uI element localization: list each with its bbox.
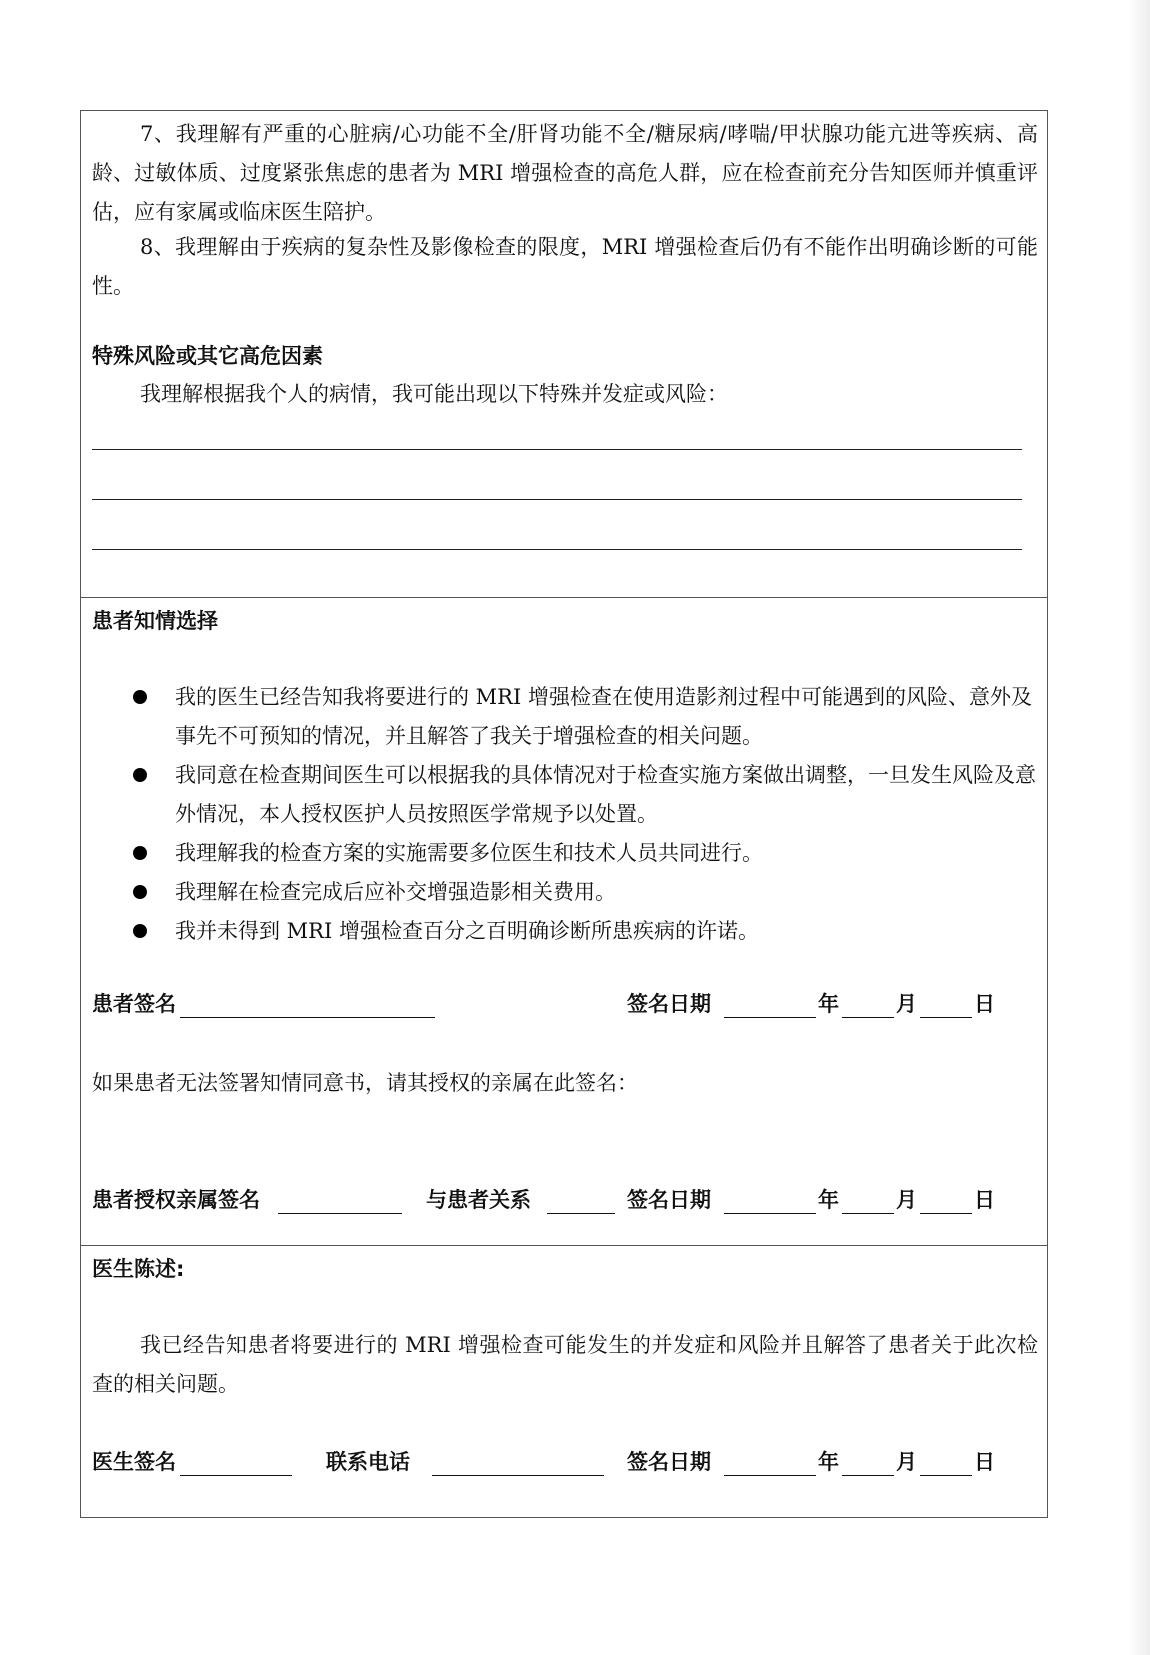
sign-date-label: 签名日期	[627, 1188, 711, 1212]
consent-bullet-item	[81, 678, 1049, 756]
day-field[interactable]	[920, 1017, 972, 1018]
bullet-dot-icon	[133, 885, 147, 899]
year-label: 年	[818, 1450, 839, 1474]
consent-bullet-text: 我并未得到 MRI 增强检查百分之百明确诊断所患疾病的许诺。	[175, 919, 759, 943]
bullet-dot-icon	[133, 690, 147, 704]
relationship-label: 与患者关系	[426, 1188, 531, 1212]
day-label: 日	[974, 992, 995, 1016]
phone-field[interactable]	[432, 1475, 604, 1476]
doctor-statement-heading: 医生陈述:	[92, 1257, 185, 1281]
consent-bullet-text: 我理解在检查完成后应补交增强造影相关费用。	[175, 880, 616, 904]
special-risk-line-1[interactable]	[92, 449, 1022, 450]
bullet-dot-icon	[133, 924, 147, 938]
relative-note: 如果患者无法签署知情同意书，请其授权的亲属在此签名：	[92, 1071, 638, 1095]
doctor-statement-text: 我已经告知患者将要进行的 MRI 增强检查可能发生的并发症和风险并且解答了患者关于此次检查的相关问题。	[92, 1333, 1038, 1396]
patient-choice-heading: 患者知情选择	[92, 609, 218, 633]
special-risk-heading: 特殊风险或其它高危因素	[92, 344, 323, 368]
consent-bullet-item	[81, 834, 1049, 873]
bullet-dot-icon	[133, 846, 147, 860]
consent-bullet-item	[81, 873, 1049, 912]
doctor-signature-field[interactable]	[180, 1475, 292, 1476]
consent-bullet-text: 我的医生已经告知我将要进行的 MRI 增强检查在使用造影剂过程中可能遇到的风险、意外及事先不可预知的情况，并且解答了我关于增强检查的相关问题。	[175, 685, 1032, 748]
consent-bullet-list	[81, 678, 1049, 951]
patient-signature-field[interactable]	[180, 1017, 435, 1018]
relationship-field[interactable]	[547, 1213, 615, 1214]
day-label: 日	[974, 1188, 995, 1212]
consent-form	[80, 110, 1048, 1518]
year-field[interactable]	[724, 1475, 816, 1476]
consent-bullet-text: 我同意在检查期间医生可以根据我的具体情况对于检查实施方案做出调整，一旦发生风险及意外情况，本人授权医护人员按照医学常规予以处置。	[175, 763, 1036, 826]
day-label: 日	[974, 1450, 995, 1474]
month-label: 月	[896, 1450, 917, 1474]
month-label: 月	[896, 992, 917, 1016]
year-field[interactable]	[724, 1213, 816, 1214]
risk-item-7: 7、我理解有严重的心脏病/心功能不全/肝肾功能不全/糖尿病/哮喘/甲状腺功能亢进等疾病、高龄、过敏体质、过度紧张焦虑的患者为 MRI 增强检查的高危人群，应在检查前充分告知医师并慎重评估，应有家属或临床医生陪护。	[92, 122, 1038, 224]
patient-choice-section	[81, 598, 1047, 1246]
doctor-signature-label: 医生签名	[92, 1450, 176, 1474]
special-risk-line-3[interactable]	[92, 549, 1022, 550]
patient-signature-label: 患者签名	[92, 992, 176, 1016]
relative-signature-row	[92, 1184, 1038, 1220]
risk-section	[81, 111, 1047, 598]
year-label: 年	[818, 992, 839, 1016]
month-field[interactable]	[842, 1017, 894, 1018]
bullet-dot-icon	[133, 768, 147, 782]
consent-bullet-item	[81, 756, 1049, 834]
consent-bullet-text: 我理解我的检查方案的实施需要多位医生和技术人员共同进行。	[175, 841, 763, 865]
month-field[interactable]	[842, 1475, 894, 1476]
special-risk-intro: 我理解根据我个人的病情，我可能出现以下特殊并发症或风险：	[140, 382, 728, 406]
phone-label: 联系电话	[326, 1450, 410, 1474]
consent-bullet-item	[81, 912, 1049, 951]
day-field[interactable]	[920, 1475, 972, 1476]
special-risk-line-2[interactable]	[92, 499, 1022, 500]
relative-signature-field[interactable]	[278, 1213, 402, 1214]
year-label: 年	[818, 1188, 839, 1212]
day-field[interactable]	[920, 1213, 972, 1214]
sign-date-label: 签名日期	[627, 992, 711, 1016]
page-edge-shadow	[1128, 0, 1150, 1655]
sign-date-label: 签名日期	[627, 1450, 711, 1474]
relative-signature-label: 患者授权亲属签名	[92, 1188, 260, 1212]
doctor-signature-row	[92, 1446, 1038, 1482]
month-field[interactable]	[842, 1213, 894, 1214]
risk-item-8: 8、我理解由于疾病的复杂性及影像检查的限度，MRI 增强检查后仍有不能作出明确诊断的可能性。	[92, 235, 1038, 298]
month-label: 月	[896, 1188, 917, 1212]
year-field[interactable]	[724, 1017, 816, 1018]
patient-signature-row	[92, 988, 1038, 1024]
doctor-section	[81, 1246, 1047, 1517]
